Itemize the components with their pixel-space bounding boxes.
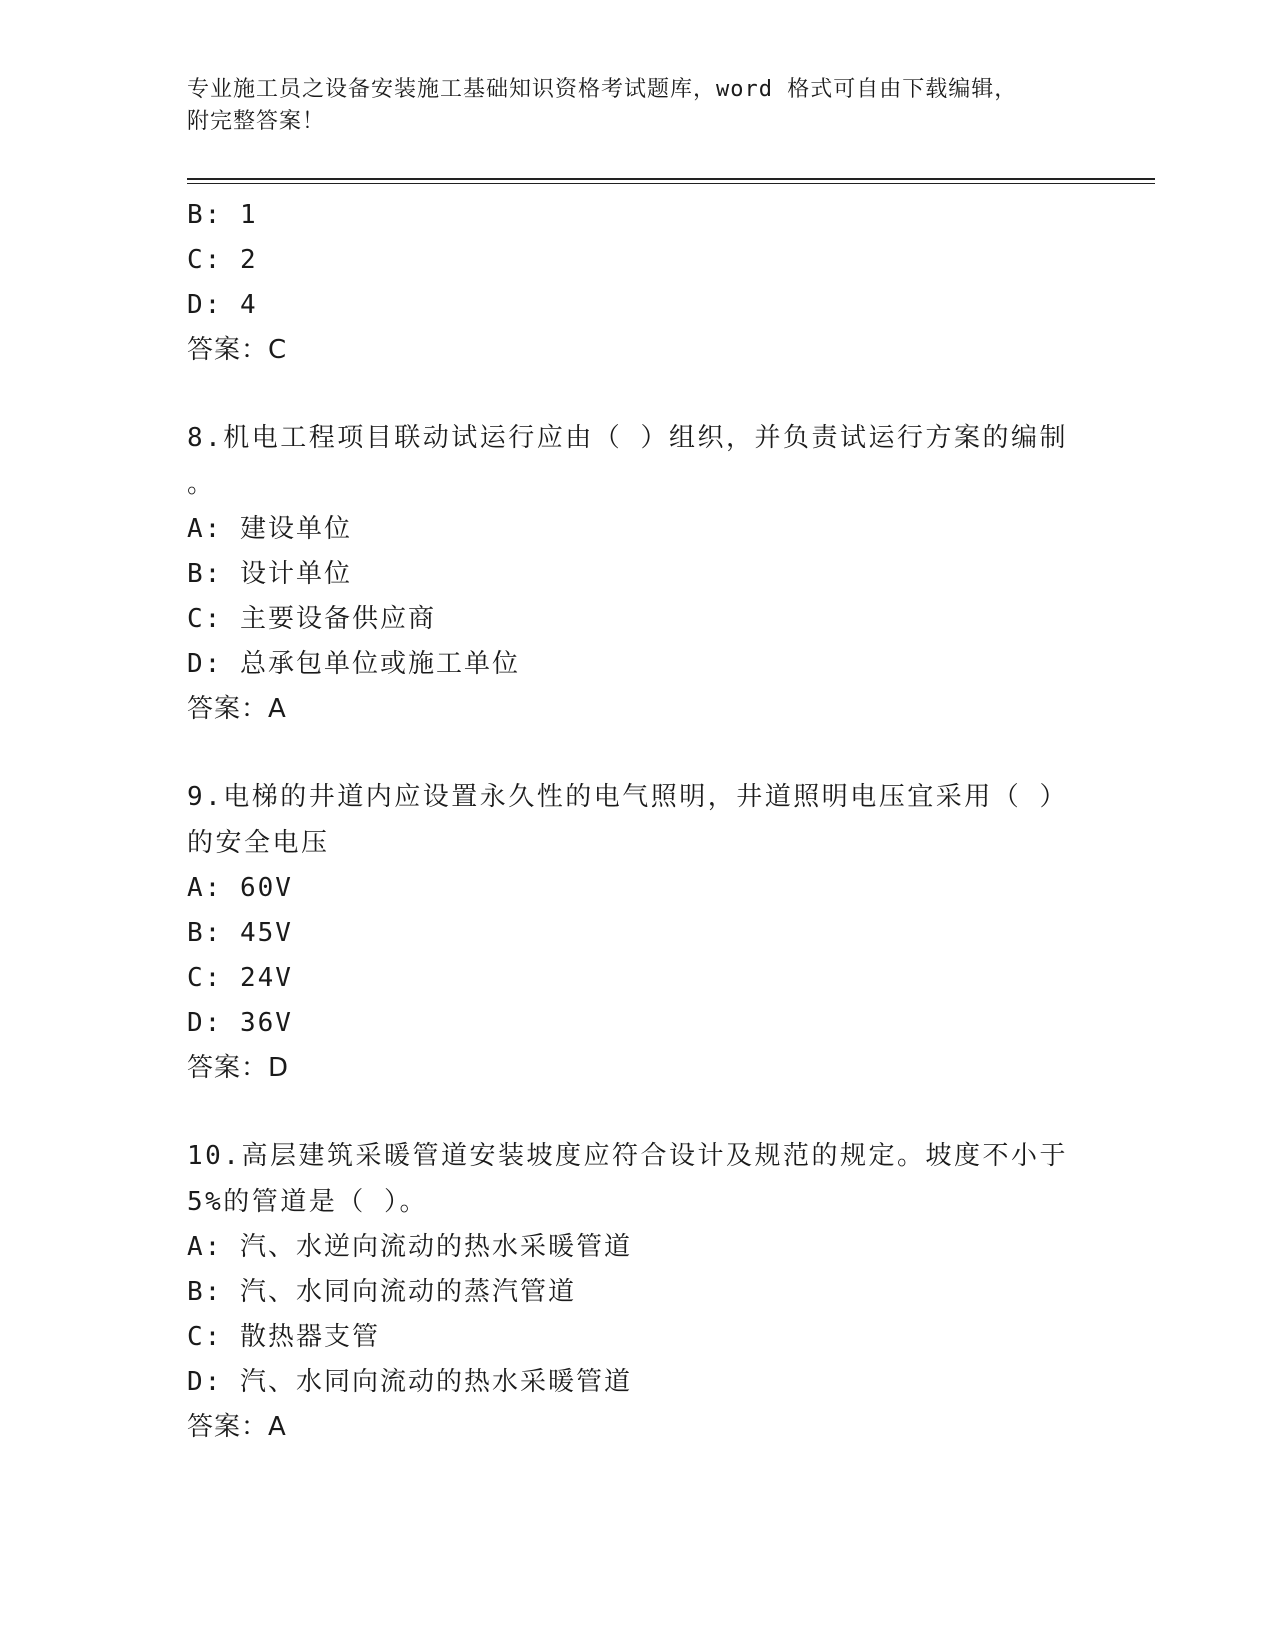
option-c: C: 主要设备供应商 [187, 604, 436, 634]
question-text-line-2: 。 [187, 469, 216, 499]
question-9 [187, 774, 1087, 1091]
question-text-line-2: 的安全电压 [187, 828, 330, 858]
option-c: C: 散热器支管 [187, 1322, 380, 1352]
question-text-line-1: 8.机电工程项目联动试运行应由（ ）组织，并负责试运行方案的编制 [187, 423, 1068, 453]
option-a: A: 汽、水逆向流动的热水采暖管道 [187, 1232, 632, 1262]
option-a: A: 60V [187, 873, 293, 903]
option-b: B: 汽、水同向流动的蒸汽管道 [187, 1277, 576, 1307]
option-a: A: 建设单位 [187, 514, 352, 544]
option-d: D: 4 [187, 290, 258, 320]
question-text-line-2: 5%的管道是（ ）。 [187, 1187, 428, 1217]
answer: 答案：C [187, 335, 288, 365]
option-b: B: 设计单位 [187, 559, 352, 589]
option-c: C: 2 [187, 245, 258, 275]
header-rule-thick [187, 178, 1155, 180]
answer: 答案：D [187, 1053, 290, 1083]
option-d: D: 36V [187, 1008, 293, 1038]
header-line-1: 专业施工员之设备安装施工基础知识资格考试题库，word 格式可自由下载编辑， [187, 77, 1018, 102]
option-b: B: 1 [187, 200, 258, 230]
option-d: D: 总承包单位或施工单位 [187, 649, 520, 679]
answer: 答案：A [187, 694, 287, 724]
question-list [187, 193, 1087, 1450]
option-c: C: 24V [187, 963, 293, 993]
question-7-tail [187, 193, 1087, 373]
question-text-line-1: 9.电梯的井道内应设置永久性的电气照明，井道照明电压宜采用（ ） [187, 782, 1068, 812]
answer: 答案：A [187, 1412, 287, 1442]
option-b: B: 45V [187, 918, 293, 948]
question-text-line-1: 10.高层建筑采暖管道安装坡度应符合设计及规范的规定。坡度不小于 [187, 1141, 1068, 1171]
header-line-2: 附完整答案！ [187, 109, 326, 134]
document-header [187, 74, 1067, 138]
question-8 [187, 415, 1087, 732]
option-d: D: 汽、水同向流动的热水采暖管道 [187, 1367, 632, 1397]
question-10 [187, 1133, 1087, 1450]
header-rule-thin [187, 183, 1155, 184]
